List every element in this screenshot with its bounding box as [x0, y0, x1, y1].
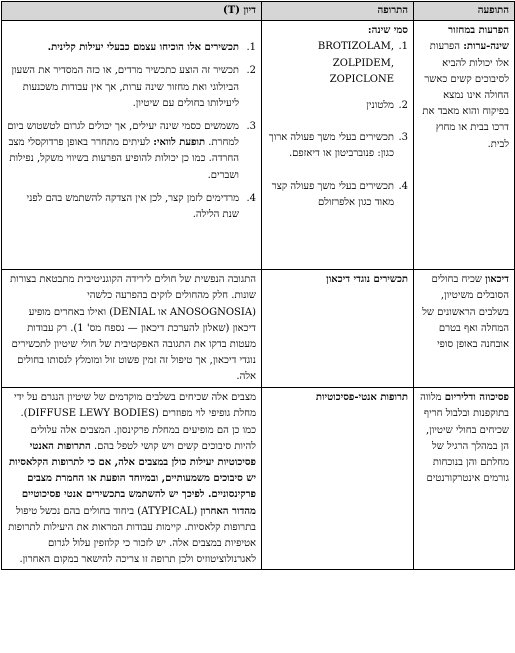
- discussion-list: [7, 40, 256, 223]
- item-number: 1.: [398, 41, 408, 53]
- item-text-part: לעיתים מתחרר באופן פרדוקסלי מצב החרדה. כמו כן יכולות להופיע הפרעות בשיווי משקל, נפילות ושברים.: [8, 137, 239, 181]
- header-phenomenon: התופעה: [414, 2, 515, 21]
- item-text: תכשירים בעלי משך פעולה ארוך כגון: פנוברביטון או דיאזפם.: [268, 132, 394, 160]
- list-item: [267, 98, 408, 114]
- discussion-text: (ATYPICAL) ביחוד בחולים בהם נכשל טיפול בתרופות קלאסיות. קיימות עבודות המראות את היעילות לתרופות אטיפיות במצבים אלה. יש לזכור כי קלוזפין עלול לגרום לאגרנולוציטוזיס ולכן תרופה זו צריכה להישאר במקום האחרון.: [8, 505, 256, 566]
- phenomenon-text: הפרעות אלו יכולות להביא לסיבוכים קשים כאשר החולה אינו נמצא בפיקוח והוא מאבד את דרכו בבית או מחוץ לבית.: [422, 41, 509, 150]
- discussion-cell: [2, 270, 262, 388]
- list-item: [267, 39, 408, 88]
- item-number: 3.: [398, 132, 408, 144]
- medication-table: [1, 1, 515, 570]
- drug-title: תכשירים נוגדי דיכאון: [326, 274, 408, 286]
- discussion-text: מצבים אלה שכיחים בשלבים מוקדמים של שיטיון הנגרם על ידי מחלת גופיפי לוי מפוזרים (DIFFUSE LEWY BODIES). כמו כן הם מופיעים במחלת פרקינסון. המצבים אלה עלולים להיות סיבוכים קשים ויש קושי לטפל בהם.: [13, 392, 256, 452]
- item-number: 2.: [398, 100, 408, 112]
- drug-cell: [262, 388, 414, 570]
- discussion-text: התגובה הנפשית של חולים לירידה הקוגניטיבית מתבטאת בצורות שונות. חלק מהחולים לוקים בהפרעה כלשהי (ANOSOGNOSIA או DENIAL) ואילו באחרים מופיע דיכאון (שאלון להערכת דיכאון — נספח מס' 1). רק עבודות מעטות בדקו את התגובה האפקטיבית של חולי שיטיון לתכשירים נוגדי דיכאון, אך טיפול זה זמין פשוט זול ומומלץ לנסותו בחולים אלה.: [10, 274, 256, 383]
- table-row: [2, 270, 515, 388]
- discussion-cell: [2, 21, 262, 270]
- item-number: 4.: [398, 180, 408, 192]
- phenomenon-text: שכיח בחולים הסובלים משיטיון, בשלבים הראשונים של המחלה ואף בטרם אובחנה באופן סופי: [422, 274, 509, 351]
- table-row: [2, 388, 515, 570]
- item-number: 1.: [246, 42, 256, 54]
- drug-cell: [262, 21, 414, 270]
- phenomenon-text: מלווה בתוקפנות ובלבול חריף שכיחים בחולי שיטיון, הן במהלך הרגיל של מחלתם והן בנוכחות גורמים אינטרקורנטים: [420, 392, 509, 485]
- phenomenon-title: דיכאון: [485, 274, 509, 286]
- list-item: [267, 179, 408, 211]
- phenomenon-cell: [414, 21, 515, 270]
- header-row: [2, 2, 515, 21]
- drug-list: [267, 39, 408, 211]
- item-text: [7, 119, 239, 184]
- item-number: 3.: [246, 121, 256, 133]
- item-text: תכשירים אלו הוכיחו עצמם כבעלי יעילות קלינית.: [47, 42, 239, 54]
- discussion-cell: [2, 388, 262, 570]
- table-row: [2, 21, 515, 270]
- drug-title: סמי שינה:: [367, 25, 408, 37]
- phenomenon-cell: [414, 270, 515, 388]
- side-effect-label: תופעת לוואי:: [153, 137, 206, 149]
- list-item: [7, 191, 256, 223]
- item-text: BROTIZOLAM, ZOLPIDEM, ZOPICLONE: [317, 41, 394, 85]
- drug-title: תרופות אנטי-פסיכוטיות: [315, 392, 408, 404]
- item-number: 4.: [246, 192, 256, 204]
- item-number: 2.: [246, 65, 256, 77]
- phenomenon-cell: [414, 388, 515, 570]
- drug-cell: [262, 270, 414, 388]
- phenomenon-title: פסיכוזה ודליריום: [444, 392, 509, 404]
- list-item: [267, 130, 408, 162]
- list-item: [7, 119, 256, 184]
- phenomenon-title: הפרעות במחזור שינה-ערות:: [448, 25, 509, 53]
- item-text: תכשיר זה הוצע כתכשיר מרדים, או כזה המסדיר את השעון הביולוגי ואת מחזור שינה ערות, אך אין עבודות משכנעות ליעילותו בחולים עם שיטיון.: [11, 65, 239, 109]
- header-discussion: דיון (T): [2, 2, 262, 21]
- header-drug: התרופה: [262, 2, 414, 21]
- list-item: [7, 40, 256, 56]
- item-text: מלטונין: [366, 100, 394, 112]
- discussion-emphasis: התרופות האנטי פסיכוטיות יעילות כולן במצבים אלה, אם כי לתרופות הקלאסיות יש סיבוכים משמעותיים, ובמיוחד הופעת או החמרת מצבים פרקינסוניים. לפיכך יש להשתמש בתכשירים אנטי פסיכוטיים מהדור האחרון: [9, 440, 256, 517]
- item-text-part: משמשים כסמי שינה יעילים, אך יכולים לגרום לטשטוש ביום למחרת.: [7, 121, 239, 149]
- item-text: מרדימים לזמן קצר, לכן אין הצדקה להשתמש בהם לפני שנת הלילה.: [26, 192, 239, 221]
- item-text: תכשירים בעלי משך פעולה קצר מאוד כגון אלפרזולם: [271, 180, 394, 208]
- list-item: [7, 63, 256, 112]
